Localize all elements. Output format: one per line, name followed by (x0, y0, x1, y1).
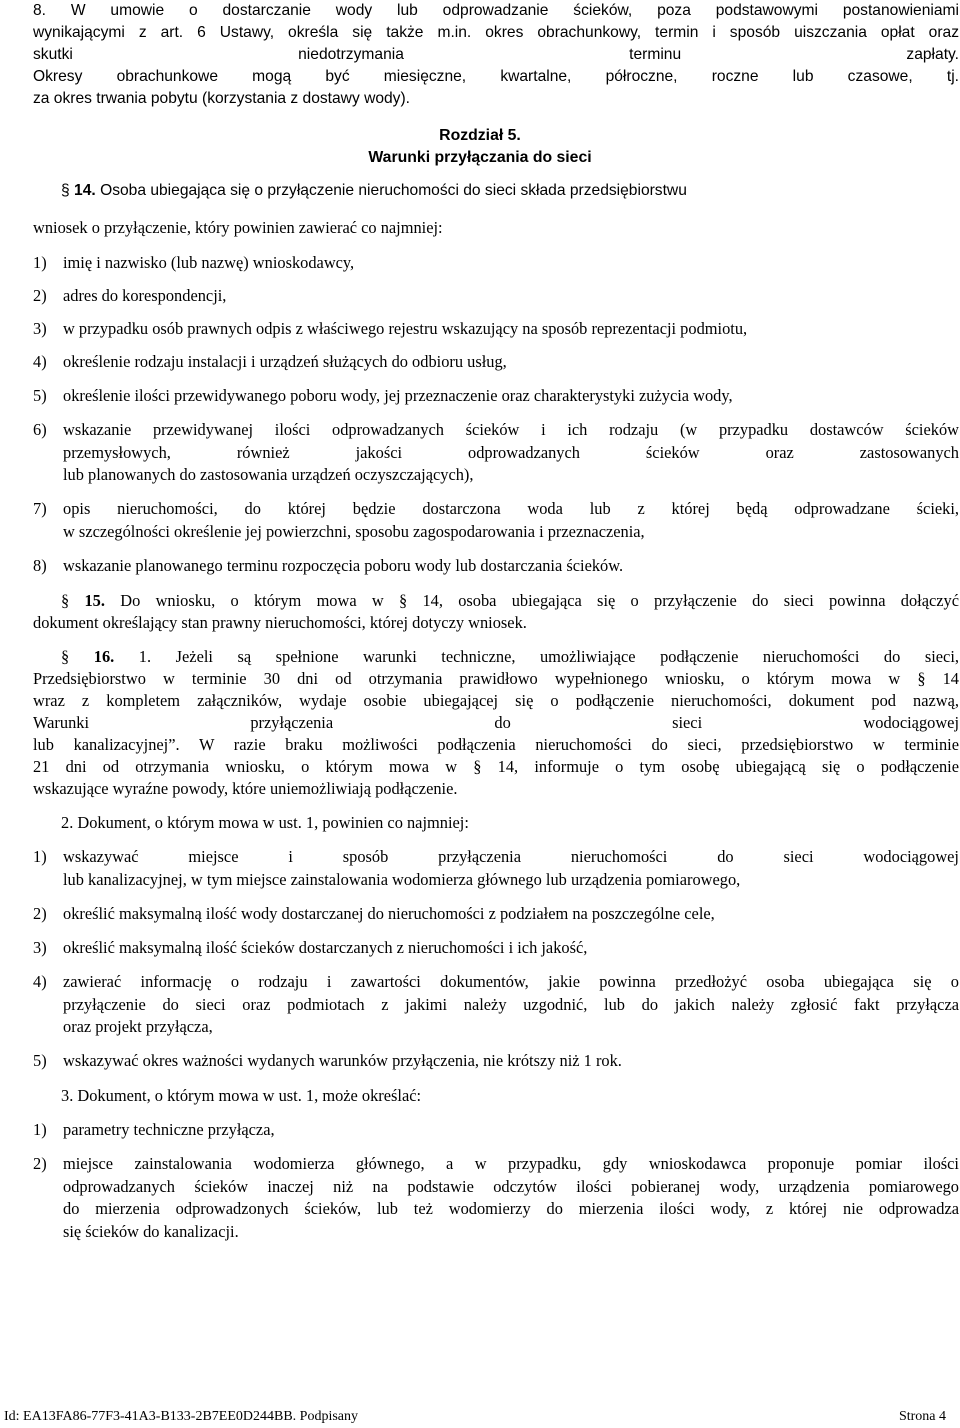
list-item: 4) określenie rodzaju instalacji i urządzeń służących do odbioru usług, (33, 352, 507, 371)
list-item: 2) adres do korespondencji, (33, 286, 227, 305)
list-item: 6) wskazanie przewidywanej ilości odprowadzanych ścieków i ich rodzaju (w przypadku dostawców ścieków przemysłowych, również jakości odprowadzanych ścieków oraz zastosowanych lub planowanych do zastosowania urządzeń oczyszczających), (33, 420, 959, 485)
section-16-ust-2: 2. Dokument, o którym mowa w ust. 1, powinien co najmniej: (61, 813, 469, 832)
paragraph-8-line-5: za okres trwania pobytu (korzystania z dostawy wody). (33, 90, 411, 107)
chapter-subtitle: Warunki przyłączania do sieci (368, 149, 592, 166)
list-item: 1) imię i nazwisko (lub nazwę) wnioskodawcy, (33, 253, 355, 272)
list-item: 1) parametry techniczne przyłącza, (33, 1120, 275, 1139)
paragraph-8-line-3: skutki niedotrzymania terminu zapłaty. (33, 46, 959, 63)
list-item: 3) w przypadku osób prawnych odpis z właściwego rejestru wskazujący na sposób reprezentacji podmiotu, (33, 319, 748, 338)
chapter-title: Rozdział 5. (439, 127, 521, 144)
section-16-line-1: § 16. 1. Jeżeli są spełnione warunki techniczne, umożliwiające podłączenie nieruchomości do sieci, (61, 647, 959, 666)
section-14-line-1: Osoba ubiegająca się o przyłączenie nieruchomości do sieci składa przedsiębiorstwu (100, 182, 687, 199)
section-sign: § (61, 647, 70, 666)
section-15-line-1: § 15. Do wniosku, o którym mowa w § 14, osoba ubiegająca się o przyłączenie do sieci powinna dołączyć (61, 591, 959, 610)
section-16-line-6: 21 dni od otrzymania wniosku, o którym mowa w § 14, informuje o tym osobę ubiegającą się o podłączenie (33, 757, 959, 776)
list-item: 5) określenie ilości przewidywanego poboru wody, jej przeznaczenie oraz charakterystyki zużycia wody, (33, 386, 733, 405)
section-16-line-3: wraz z kompletem załączników, wydaje osobie ubiegającej się o podłączenie nieruchomości, dokument pod nazwą, (33, 691, 959, 710)
list-item: 7) opis nieruchomości, do której będzie dostarczona woda lub z której będą odprowadzane ścieki, w szczególności określenie jej powierzchni, sposobu zagospodarowania i przeznaczenia, (33, 499, 959, 541)
section-15-number: 15. (84, 591, 105, 610)
page-number: Strona 4 (898, 1409, 946, 1424)
list-item: 3) określić maksymalną ilość ścieków dostarczanych z nieruchomości i ich jakość, (33, 938, 588, 957)
section-15-line-2: dokument określający stan prawny nieruchomości, której dotyczy wniosek. (33, 613, 527, 632)
section-16-number: 16. (93, 647, 115, 666)
document-id-footer: Id: EA13FA86-77F3-41A3-B133-2B7EE0D244BB. Podpisany (4, 1409, 359, 1424)
section-14-line-2: wniosek o przyłączenie, który powinien zawierać co najmniej: (33, 218, 443, 237)
paragraph-8-line-1: 8. W umowie o dostarczanie wody lub odprowadzanie ścieków, poza podstawowymi postanowieniami (33, 2, 959, 19)
list-item: 1) wskazywać miejsce i sposób przyłączenia nieruchomości do sieci wodociągowej lub kanalizacyjnej, w tym miejsce zainstalowania wodomierza głównego lub urządzenia pomiarowego, (33, 847, 959, 889)
section-sign: § (61, 182, 70, 199)
section-16-line-7: wskazujące wyraźne powody, które uniemożliwiają podłączenie. (33, 779, 458, 798)
list-item: 2) miejsce zainstalowania wodomierza głównego, a w przypadku, gdy wnioskodawca proponuje pomiar ilości odprowadzanych ścieków inaczej niż na podstawie odczytów ilości pobieranej wody, urządzenia pomiarowego do mierzenia odprowadzonych ścieków, lub też wodomierzy do mierzenia ilości wody, z której nie odprowadza się ścieków do kanalizacji. (33, 1154, 959, 1241)
section-14-intro (61, 180, 959, 203)
section-14-number: 14. (74, 182, 96, 199)
section-sign: § (61, 591, 70, 610)
list-item: 4) zawierać informację o rodzaju i zawartości dokumentów, jakie powinna przedłożyć osoba ubiegająca się o przyłączenie do sieci oraz podmiotach z jakimi należy uzgodnić, lub do jakich należy zgłosić fakt przyłącza oraz projekt przyłącza, (33, 972, 959, 1037)
paragraph-8-line-4: Okresy obrachunkowe mogą być miesięczne, kwartalne, półroczne, roczne lub czasowe, tj. (33, 68, 959, 85)
section-16-ust-3: 3. Dokument, o którym mowa w ust. 1, może określać: (61, 1086, 422, 1105)
section-16-line-5: lub kanalizacyjnej”. W razie braku możliwości podłączenia nieruchomości do sieci, przedsiębiorstwo w terminie (33, 735, 959, 754)
section-16-line-2: Przedsiębiorstwo w terminie 30 dni od otrzymania prawidłowo wypełnionego wniosku, o którym mowa w § 14 (33, 669, 959, 688)
section-16-line-4: Warunki przyłączenia do sieci wodociągowej (33, 713, 959, 732)
list-item: 5) wskazywać okres ważności wydanych warunków przyłączenia, nie krótszy niż 1 rok. (33, 1051, 622, 1070)
paragraph-8-line-2: wynikającymi z art. 6 Ustawy, określa się także m.in. okres obrachunkowy, termin i sposób uiszczania opłat oraz (33, 24, 959, 41)
list-item: 8) wskazanie planowanego terminu rozpoczęcia poboru wody lub dostarczania ścieków. (33, 556, 624, 575)
list-item: 2) określić maksymalną ilość wody dostarczanej do nieruchomości z podziałem na poszczególne cele, (33, 904, 715, 923)
